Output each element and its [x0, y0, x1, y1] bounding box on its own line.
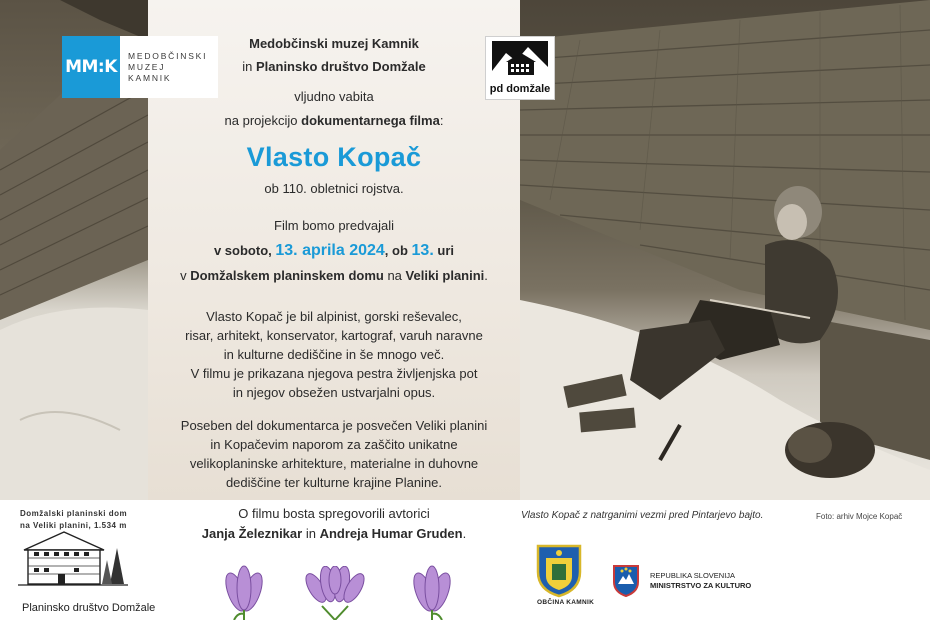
right-photo [520, 0, 930, 500]
org-conjunction: in [242, 59, 256, 74]
speakers-end: . [462, 526, 467, 541]
doc-line-3: velikoplaninske arhitekture, materialne in duhovne [189, 456, 479, 471]
venue-prefix: v [180, 268, 191, 283]
anniversary-line: ob 110. obletnici rojstva. [264, 181, 404, 196]
photo-credit: Foto: arhiv Mojce Kopač [816, 512, 903, 521]
screening-line [148, 113, 520, 128]
venue-name: Domžalskem planinskem domu [190, 268, 384, 283]
doc-line-4: dediščine ter kulturne krajine Planine. [225, 475, 443, 490]
crocus-flower-icon-2 [402, 562, 462, 620]
bio-line-3: in kulturne dediščine in še mnogo več. [223, 347, 445, 362]
ministry-line-1: REPUBLIKA SLOVENIJA [650, 571, 736, 580]
speakers-conj: in [302, 526, 320, 541]
event-time-prefix: , ob [384, 243, 408, 258]
invite-line: vljudno vabita [294, 89, 374, 104]
mmk-line-2: MUZEJ [128, 61, 166, 72]
org-museum: Medobčinski muzej Kamnik [249, 36, 419, 51]
screening-suffix: : [439, 113, 444, 128]
kamnik-label: OBČINA KAMNIK [537, 599, 595, 606]
crocus-flower-icon [214, 562, 274, 620]
org-club: Planinsko društvo Domžale [255, 59, 426, 74]
bio-line-2: risar, arhitekt, konservator, kartograf, varuh naravne [185, 328, 483, 343]
mmk-line-1: MEDOBČINSKI [128, 50, 208, 61]
film-title: Vlasto Kopač [246, 142, 422, 172]
venue-mid: na [383, 268, 406, 283]
mmk-logo [62, 36, 218, 98]
screening-intro: Film bomo predvajali [274, 218, 394, 233]
event-time-suffix: uri [437, 243, 455, 258]
venue-end: . [484, 268, 488, 283]
speaker-1: Janja Železnikar [201, 526, 303, 541]
date-line [148, 242, 520, 260]
mmk-badge: MM:K [62, 36, 120, 98]
event-day: v soboto, [213, 243, 272, 258]
doc-line-2: in Kopačevim naporom za zaščito unikatne [210, 437, 458, 452]
pd-domzale-logo [485, 36, 555, 100]
speakers-intro: O filmu bosta spregovorili avtorici [238, 506, 430, 521]
pd-logo-label: pd domžale [489, 83, 551, 95]
hut-caption-line-2: na Veliki planini, 1.534 m [20, 521, 127, 530]
slovenia-coat-of-arms-icon [612, 564, 640, 598]
ministry-label [650, 571, 751, 591]
photo-caption: Vlasto Kopač z natrganimi vezmi pred Pintarjevo bajto. [521, 510, 764, 521]
crocus-bouquet-icon [302, 566, 368, 620]
pd-logo-image [492, 41, 548, 79]
mmk-wordmark [120, 51, 207, 84]
speakers-names [148, 526, 520, 541]
bio-line-1: Vlasto Kopač je bil alpinist, gorski reševalec, [206, 309, 462, 324]
mountain-hut-drawing [18, 528, 128, 590]
doc-line-1: Poseben del dokumentarca je posvečen Veliki planini [180, 418, 488, 433]
venue-line [148, 268, 520, 283]
event-time: 13. [411, 242, 434, 259]
bio-line-4: V filmu je prikazana njegova pestra življenjska pot [190, 366, 478, 381]
venue-place: Veliki planini [405, 268, 485, 283]
screening-prefix: na projekcijo [224, 113, 302, 128]
kamnik-coat-of-arms-icon [534, 542, 584, 598]
screening-bold: dokumentarnega filma [301, 113, 440, 128]
event-date: 13. aprila 2024 [275, 242, 385, 259]
hut-org-name: Planinsko društvo Domžale [22, 602, 156, 614]
ministry-line-2: MINISTRSTVO ZA KULTURO [650, 581, 752, 590]
mmk-line-3: KAMNIK [128, 72, 172, 83]
bio-line-5: in njegov obsežen ustvarjalni opus. [232, 385, 436, 400]
speaker-2: Andreja Humar Gruden [319, 526, 463, 541]
hut-caption-line-1: Domžalski planinski dom [20, 509, 128, 518]
